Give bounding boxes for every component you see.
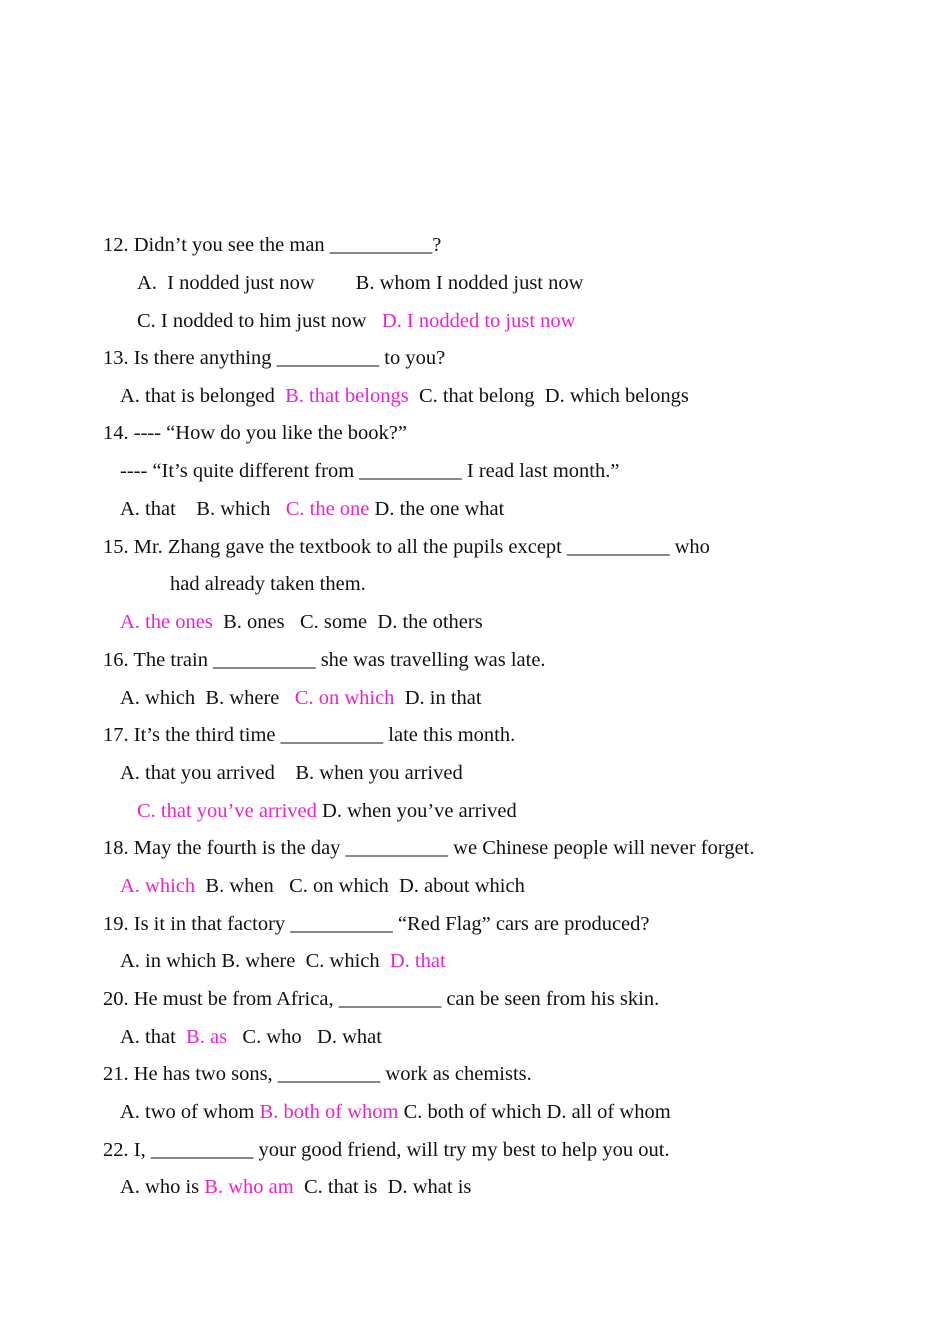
question-21-options bbox=[120, 1093, 671, 1131]
answer-option: B. that belongs bbox=[285, 385, 409, 407]
option-text: A. that bbox=[120, 1026, 187, 1048]
question-22-stem bbox=[103, 1131, 670, 1169]
question-18-options bbox=[120, 867, 525, 905]
question-12-options-row2 bbox=[137, 302, 575, 340]
question-text: ---- “It’s quite different from __________ I read last month.” bbox=[120, 460, 620, 482]
option-text: A. that is belonged bbox=[120, 385, 286, 407]
option-text: A. in which B. where C. which bbox=[120, 950, 390, 972]
option-text: C. that is D. what is bbox=[293, 1176, 472, 1198]
option-text: A. which B. where bbox=[120, 687, 295, 709]
answer-option: C. the one bbox=[285, 498, 370, 520]
answer-option: B. both of whom bbox=[259, 1101, 399, 1123]
answer-option: A. which bbox=[120, 875, 196, 897]
question-text: 20. He must be from Africa, __________ can be seen from his skin. bbox=[103, 988, 660, 1010]
answer-option: C. that you’ve arrived bbox=[137, 800, 317, 822]
answer-option: C. on which bbox=[294, 687, 395, 709]
question-text: 15. Mr. Zhang gave the textbook to all the pupils except __________ who bbox=[103, 536, 710, 558]
question-19-options bbox=[120, 942, 446, 980]
option-text: D. in that bbox=[394, 687, 482, 709]
question-17-options-row1 bbox=[120, 754, 463, 792]
option-text: B. when C. on which D. about which bbox=[195, 875, 525, 897]
question-12-options-row1 bbox=[137, 264, 583, 302]
option-text: C. that belong D. which belongs bbox=[408, 385, 689, 407]
answer-option: B. as bbox=[186, 1026, 228, 1048]
question-14-reply bbox=[120, 452, 619, 490]
question-text: 17. It’s the third time __________ late this month. bbox=[103, 724, 516, 746]
option-text: C. I nodded to him just now bbox=[137, 310, 382, 332]
question-14-options bbox=[120, 490, 504, 528]
question-text: 18. May the fourth is the day __________ we Chinese people will never forget. bbox=[103, 837, 755, 859]
option-text: B. ones C. some D. the others bbox=[212, 611, 483, 633]
option-text: D. the one what bbox=[369, 498, 505, 520]
option-text: A. who is bbox=[120, 1176, 205, 1198]
question-20-stem bbox=[103, 980, 659, 1018]
question-17-stem bbox=[103, 716, 515, 754]
question-14-stem bbox=[103, 414, 407, 452]
question-21-stem bbox=[103, 1055, 532, 1093]
question-15-options bbox=[120, 603, 483, 641]
question-text: 16. The train __________ she was travelling was late. bbox=[103, 649, 546, 671]
question-17-options-row2 bbox=[137, 792, 517, 830]
option-text: A. that B. which bbox=[120, 498, 286, 520]
question-text: had already taken them. bbox=[170, 573, 366, 595]
question-text: 13. Is there anything __________ to you? bbox=[103, 347, 446, 369]
answer-option: D. I nodded to just now bbox=[381, 310, 576, 332]
options-text: A. I nodded just now B. whom I nodded just now bbox=[137, 272, 584, 294]
question-12-stem bbox=[103, 226, 441, 264]
question-13-stem bbox=[103, 339, 445, 377]
question-19-stem bbox=[103, 905, 650, 943]
question-text: 22. I, __________ your good friend, will try my best to help you out. bbox=[103, 1139, 670, 1161]
option-text: A. two of whom bbox=[120, 1101, 260, 1123]
question-22-options bbox=[120, 1168, 471, 1206]
option-text: D. when you’ve arrived bbox=[316, 800, 517, 822]
answer-option: A. the ones bbox=[120, 611, 213, 633]
question-16-options bbox=[120, 679, 482, 717]
option-text: C. who D. what bbox=[227, 1026, 382, 1048]
question-18-stem bbox=[103, 829, 755, 867]
answer-option: B. who am bbox=[204, 1176, 294, 1198]
question-20-options bbox=[120, 1018, 382, 1056]
answer-option: D. that bbox=[389, 950, 446, 972]
question-15-stem-continued bbox=[170, 565, 366, 603]
question-15-stem bbox=[103, 528, 710, 566]
question-text: 12. Didn’t you see the man __________? bbox=[103, 234, 442, 256]
question-16-stem bbox=[103, 641, 546, 679]
question-text: 14. ---- “How do you like the book?” bbox=[103, 422, 407, 444]
question-text: 19. Is it in that factory __________ “Red Flag” cars are produced? bbox=[103, 913, 650, 935]
option-text: C. both of which D. all of whom bbox=[398, 1101, 671, 1123]
question-13-options bbox=[120, 377, 689, 415]
options-text: A. that you arrived B. when you arrived bbox=[120, 762, 463, 784]
question-text: 21. He has two sons, __________ work as chemists. bbox=[103, 1063, 532, 1085]
